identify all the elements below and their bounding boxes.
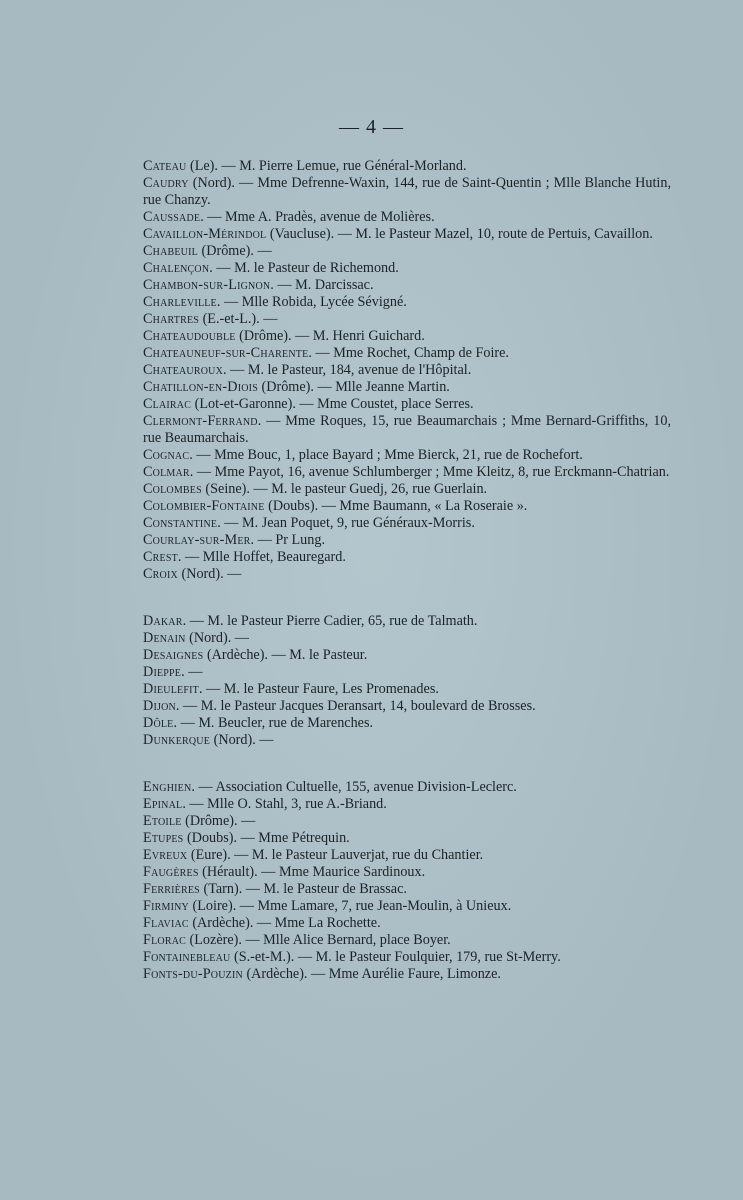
place-name: Dunkerque bbox=[143, 732, 211, 748]
entry-detail: (Nord). — bbox=[185, 630, 249, 646]
entry-chartres bbox=[143, 311, 671, 328]
entry-dakar bbox=[143, 613, 671, 630]
entry-epinal bbox=[143, 796, 671, 813]
entry-detail: . — Mme Bouc, 1, place Bayard ; Mme Bierck, 21, rue de Rochefort. bbox=[189, 447, 583, 463]
entry-chateauneuf-sur-charente bbox=[143, 345, 671, 362]
page-number: — 4 — bbox=[339, 116, 404, 138]
place-name: Cognac bbox=[143, 447, 190, 463]
entry-detail: . — M. le Pasteur de Richemond. bbox=[209, 260, 399, 276]
place-name: Firminy bbox=[143, 898, 189, 914]
entry-ferrieres bbox=[143, 881, 671, 898]
entry-detail: (Ardèche). — Mme Aurélie Faure, Limonze. bbox=[242, 966, 501, 982]
entry-detail: (Seine). — M. le pasteur Guedj, 26, rue Guerlain. bbox=[201, 481, 488, 497]
entry-detail: (Drôme). — Mlle Jeanne Martin. bbox=[257, 379, 450, 395]
place-name: Chateaudouble bbox=[143, 328, 236, 344]
entry-detail: . — M. Jean Poquet, 9, rue Généraux-Morris. bbox=[217, 515, 475, 531]
entry-detail: (Ardèche). — M. le Pasteur. bbox=[203, 647, 368, 663]
entry-detail: (Nord). — bbox=[210, 732, 274, 748]
entry-detail: (Vaucluse). — M. le Pasteur Mazel, 10, route de Pertuis, Cavaillon. bbox=[266, 226, 653, 242]
entry-detail: . — Mlle O. Stahl, 3, rue A.-Briand. bbox=[182, 796, 387, 812]
place-name: Cateau bbox=[143, 158, 187, 174]
place-name: Chambon-sur-Lignon bbox=[143, 277, 271, 293]
entry-firminy bbox=[143, 898, 671, 915]
entry-constantine bbox=[143, 515, 671, 532]
entry-detail: (E.-et-L.). — bbox=[199, 311, 278, 327]
entry-clairac bbox=[143, 396, 671, 413]
place-name: Florac bbox=[143, 932, 186, 948]
entry-detail: . — Mme Payot, 16, avenue Schlumberger ; Mme Kleitz, 8, rue Erckmann-Chatrian. bbox=[189, 464, 670, 480]
entry-detail: (Nord). — Mme Defrenne-Waxin, 144, rue de Saint-Quentin ; Mlle Blanche Hutin, rue Chanzy. bbox=[143, 175, 671, 208]
entry-detail: (Le). — M. Pierre Lemue, rue Général-Morland. bbox=[186, 158, 467, 174]
entry-dijon bbox=[143, 698, 671, 715]
entry-detail: . — Mme A. Pradès, avenue de Molières. bbox=[200, 209, 435, 225]
entry-detail: . — Mme Rochet, Champ de Foire. bbox=[308, 345, 509, 361]
place-name: Fontainebleau bbox=[143, 949, 231, 965]
place-name: Colombier-Fontaine bbox=[143, 498, 265, 514]
entry-detail: (Drôme). — bbox=[181, 813, 256, 829]
place-name: Dôle bbox=[143, 715, 174, 731]
place-name: Croix bbox=[143, 566, 178, 582]
entry-detail: . — Pr Lung. bbox=[250, 532, 325, 548]
place-name: Faugères bbox=[143, 864, 199, 880]
entry-chateauroux bbox=[143, 362, 671, 379]
place-name: Clermont-Ferrand bbox=[143, 413, 258, 429]
place-name: Desaignes bbox=[143, 647, 204, 663]
entry-cateau bbox=[143, 158, 671, 175]
place-name: Dakar bbox=[143, 613, 183, 629]
place-name: Constantine bbox=[143, 515, 218, 531]
place-name: Chabeuil bbox=[143, 243, 198, 259]
place-name: Colombes bbox=[143, 481, 202, 497]
place-name: Colmar bbox=[143, 464, 190, 480]
entry-detail: . — Association Cultuelle, 155, avenue Division-Leclerc. bbox=[191, 779, 517, 795]
entry-croix bbox=[143, 566, 671, 583]
place-name: Epinal bbox=[143, 796, 183, 812]
entry-fonts-du-pouzin bbox=[143, 966, 671, 983]
entry-colombier-fontaine bbox=[143, 498, 671, 515]
entry-cognac bbox=[143, 447, 671, 464]
section-e-f bbox=[143, 779, 671, 983]
entry-dunkerque bbox=[143, 732, 671, 749]
entry-detail: . — Mlle Robida, Lycée Sévigné. bbox=[216, 294, 407, 310]
place-name: Chartres bbox=[143, 311, 200, 327]
entry-charleville bbox=[143, 294, 671, 311]
entry-flaviac bbox=[143, 915, 671, 932]
place-name: Chateauroux bbox=[143, 362, 223, 378]
entry-etupes bbox=[143, 830, 671, 847]
entry-denain bbox=[143, 630, 671, 647]
place-name: Etupes bbox=[143, 830, 184, 846]
place-name: Caudry bbox=[143, 175, 189, 191]
place-name: Dieulefit bbox=[143, 681, 199, 697]
entry-fontainebleau bbox=[143, 949, 671, 966]
place-name: Dijon bbox=[143, 698, 176, 714]
entry-detail: (Eure). — M. le Pasteur Lauverjat, rue du Chantier. bbox=[187, 847, 484, 863]
directory-column bbox=[143, 158, 671, 983]
place-name: Crest bbox=[143, 549, 178, 565]
place-name: Evreux bbox=[143, 847, 188, 863]
entry-colmar bbox=[143, 464, 671, 481]
entry-etoile bbox=[143, 813, 671, 830]
entry-detail: (Loire). — Mme Lamare, 7, rue Jean-Moulin, à Unieux. bbox=[188, 898, 512, 914]
entry-chambon-sur-lignon bbox=[143, 277, 671, 294]
entry-dole bbox=[143, 715, 671, 732]
place-name: Clairac bbox=[143, 396, 192, 412]
entry-detail: . — bbox=[181, 664, 203, 680]
entry-detail: . — M. Beucler, rue de Marenches. bbox=[173, 715, 374, 731]
entry-detail: (Hérault). — Mme Maurice Sardinoux. bbox=[198, 864, 426, 880]
entry-dieppe bbox=[143, 664, 671, 681]
place-name: Chateauneuf-sur-Charente bbox=[143, 345, 309, 361]
entry-detail: (Nord). — bbox=[177, 566, 242, 582]
entry-caudry bbox=[143, 175, 671, 209]
entry-chabeuil bbox=[143, 243, 671, 260]
entry-detail: (Drôme). — bbox=[197, 243, 272, 259]
entry-detail: . — M. le Pasteur Pierre Cadier, 65, rue de Talmath. bbox=[182, 613, 478, 629]
entry-detail: (Ardèche). — Mme La Rochette. bbox=[188, 915, 381, 931]
place-name: Chalençon bbox=[143, 260, 210, 276]
entry-enghien bbox=[143, 779, 671, 796]
place-name: Caussade bbox=[143, 209, 201, 225]
place-name: Ferrières bbox=[143, 881, 200, 897]
entry-detail: (Tarn). — M. le Pasteur de Brassac. bbox=[199, 881, 407, 897]
entry-detail: (Lot-et-Garonne). — Mme Coustet, place Serres. bbox=[191, 396, 474, 412]
entry-colombes bbox=[143, 481, 671, 498]
place-name: Flaviac bbox=[143, 915, 189, 931]
entry-crest bbox=[143, 549, 671, 566]
entry-detail: . — Mme Roques, 15, rue Beaumarchais ; Mme Bernard-Griffiths, 10, rue Beaumarchais. bbox=[143, 413, 671, 446]
entry-detail: (Doubs). — Mme Pétrequin. bbox=[183, 830, 350, 846]
entry-clermont-ferrand bbox=[143, 413, 671, 447]
entry-caussade bbox=[143, 209, 671, 226]
entry-detail: . — M. Darcissac. bbox=[270, 277, 374, 293]
entry-evreux bbox=[143, 847, 671, 864]
place-name: Etoile bbox=[143, 813, 182, 829]
place-name: Chatillon-en-Diois bbox=[143, 379, 258, 395]
place-name: Enghien bbox=[143, 779, 192, 795]
entry-chalencon bbox=[143, 260, 671, 277]
entry-dieulefit bbox=[143, 681, 671, 698]
place-name: Denain bbox=[143, 630, 186, 646]
entry-detail: . — M. le Pasteur Faure, Les Promenades. bbox=[198, 681, 439, 697]
entry-detail: . — Mlle Hoffet, Beauregard. bbox=[177, 549, 346, 565]
entry-detail: (Drôme). — M. Henri Guichard. bbox=[235, 328, 425, 344]
place-name: Cavaillon-Mérindol bbox=[143, 226, 267, 242]
entry-cavaillon-merindol bbox=[143, 226, 671, 243]
place-name: Dieppe bbox=[143, 664, 182, 680]
place-name: Fonts-du-Pouzin bbox=[143, 966, 243, 982]
entry-faugeres bbox=[143, 864, 671, 881]
entry-desaignes bbox=[143, 647, 671, 664]
entry-detail: (Lozère). — Mlle Alice Bernard, place Boyer. bbox=[185, 932, 451, 948]
entry-detail: . — M. le Pasteur, 184, avenue de l'Hôpital. bbox=[223, 362, 472, 378]
entry-chateaudouble bbox=[143, 328, 671, 345]
entry-detail: (Doubs). — Mme Baumann, « La Roseraie ». bbox=[264, 498, 528, 514]
entry-detail: . — M. le Pasteur Jacques Deransart, 14, boulevard de Brosses. bbox=[175, 698, 536, 714]
place-name: Courlay-sur-Mer bbox=[143, 532, 251, 548]
entry-detail: (S.-et-M.). — M. le Pasteur Foulquier, 179, rue St-Merry. bbox=[230, 949, 561, 965]
entry-courlay-sur-mer bbox=[143, 532, 671, 549]
section-c bbox=[143, 158, 671, 583]
entry-chatillon-en-diois bbox=[143, 379, 671, 396]
place-name: Charleville bbox=[143, 294, 217, 310]
entry-florac bbox=[143, 932, 671, 949]
section-d bbox=[143, 613, 671, 749]
